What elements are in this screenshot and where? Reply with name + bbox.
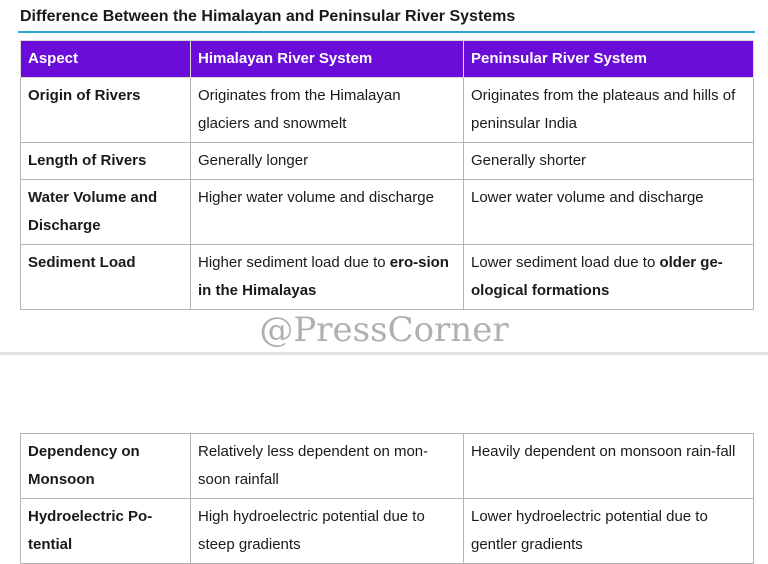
page-divider [0,352,768,355]
peninsular-cell [464,434,754,499]
aspect-cell: Origin of Rivers [21,78,191,143]
cell-text: Higher sediment load due to [198,254,390,271]
cell-text: Generally shorter [471,152,587,169]
peninsular-cell [464,78,754,143]
himalayan-cell [191,180,464,245]
aspect-cell: Water Volume and Discharge [21,180,191,245]
cell-text: Lower sediment load due to [471,254,660,271]
comparison-table-top [20,40,754,310]
peninsular-cell [464,499,754,564]
himalayan-cell [191,78,464,143]
table-row [21,434,754,499]
table-row [21,78,754,143]
himalayan-cell [191,499,464,564]
cell-text: Higher water volume and discharge [198,189,434,206]
emphasis-text: older ge-ological formations [471,254,723,299]
aspect-cell: Dependency on Monsoon [21,434,191,499]
header-himalayan: Himalayan River System [191,41,464,78]
himalayan-cell [191,245,464,310]
cell-text: Originates from the plateaus and hills of peninsular India [471,87,736,132]
himalayan-cell [191,143,464,180]
aspect-cell: Sediment Load [21,245,191,310]
cell-text: High hydroelectric potential due to steep gradients [198,508,425,553]
cell-text: Lower water volume and discharge [471,189,704,206]
peninsular-cell [464,143,754,180]
table-row [21,143,754,180]
header-aspect: Aspect [21,41,191,78]
emphasis-text: ero-sion in the Himalayas [198,254,449,299]
table-header-row [21,41,754,78]
table-row [21,499,754,564]
cell-text: Generally longer [198,152,309,169]
watermark: @PressCorner [259,310,509,350]
himalayan-cell [191,434,464,499]
comparison-table-bottom [20,433,754,564]
header-peninsular: Peninsular River System [464,41,754,78]
peninsular-cell [464,245,754,310]
page-title: Difference Between the Himalayan and Peninsular River Systems [20,8,516,25]
table-row [21,245,754,310]
title-underline [18,31,755,33]
cell-text: Originates from the Himalayan glaciers and snowmelt [198,87,401,132]
aspect-cell: Length of Rivers [21,143,191,180]
cell-text: Heavily dependent on monsoon rain-fall [471,443,736,460]
aspect-cell: Hydroelectric Po-tential [21,499,191,564]
cell-text: Lower hydroelectric potential due to gentler gradients [471,508,708,553]
table-row [21,180,754,245]
cell-text: Relatively less dependent on mon-soon rainfall [198,443,429,488]
peninsular-cell [464,180,754,245]
